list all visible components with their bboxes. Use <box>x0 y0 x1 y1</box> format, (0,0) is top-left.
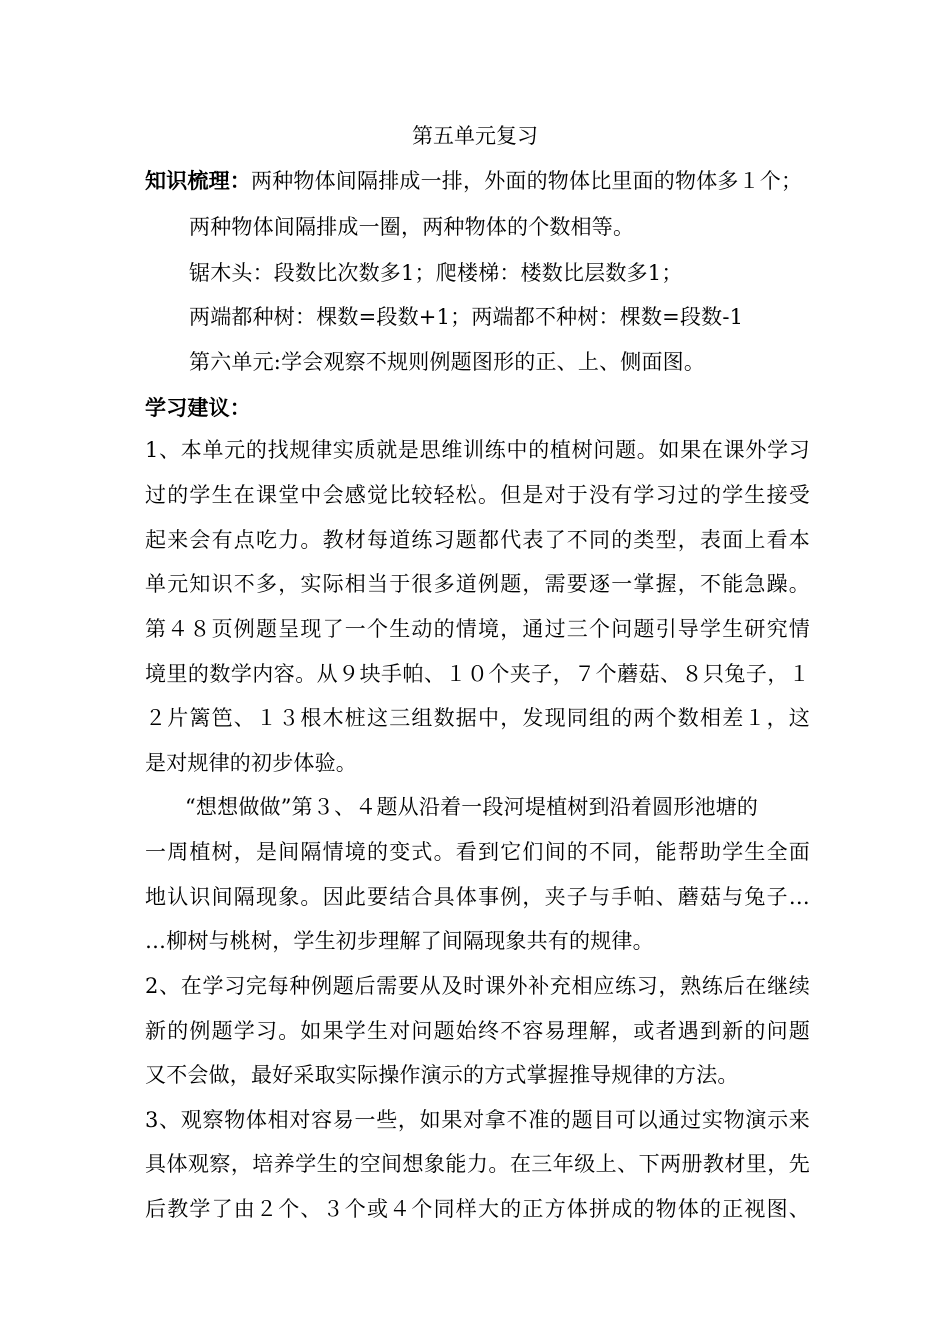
advice-line: 第４８页例题呈现了一个生动的情境，通过三个问题引导学生研究情 <box>145 617 810 641</box>
advice-line: 是对规律的初步体验。 <box>145 751 357 775</box>
knowledge-line-2: 两种物体间隔排成一圈，两种物体的个数相等。 <box>189 215 635 239</box>
advice-line: …柳树与桃树，学生初步理解了间隔现象共有的规律。 <box>145 929 654 953</box>
knowledge-text-1: 两种物体间隔排成一排，外面的物体比里面的物体多１个； <box>251 169 803 193</box>
advice-line: 具体观察，培养学生的空间想象能力。在三年级上、下两册教材里，先 <box>145 1152 810 1176</box>
knowledge-line-4: 两端都种树：棵数=段数+1；两端都不种树：棵数=段数-1 <box>189 305 744 329</box>
advice-line: 境里的数学内容。从９块手帕、１０个夹子，７个蘑菇、８只兔子，１ <box>145 662 810 686</box>
advice-line: 一周植树，是间隔情境的变式。看到它们间的不同，能帮助学生全面 <box>145 840 810 864</box>
advice-line: ２片篱笆、１３根木桩这三组数据中，发现同组的两个数相差１，这 <box>145 706 810 730</box>
advice-line: “想想做做”第３、４题从沿着一段河堤植树到沿着圆形池塘的 <box>185 795 759 819</box>
advice-line: 2、在学习完每种例题后需要从及时课外补充相应练习，熟练后在继续 <box>145 974 810 998</box>
advice-line: 过的学生在课堂中会感觉比较轻松。但是对于没有学习过的学生接受 <box>145 483 810 507</box>
advice-line: 新的例题学习。如果学生对问题始终不容易理解，或者遇到新的问题 <box>145 1019 810 1043</box>
knowledge-line-5: 第六单元:学会观察不规则例题图形的正、上、侧面图。 <box>189 350 706 374</box>
knowledge-label: 知识梳理： <box>145 169 251 193</box>
page-title: 第五单元复习 <box>412 124 538 148</box>
advice-line: 又不会做，最好采取实际操作演示的方式掌握推导规律的方法。 <box>145 1063 739 1087</box>
advice-heading: 学习建议： <box>145 396 251 420</box>
knowledge-line-1 <box>145 166 810 196</box>
knowledge-line-3: 锯木头：段数比次数多1；爬楼梯：楼数比层数多1； <box>189 261 683 285</box>
advice-line: 3、观察物体相对容易一些，如果对拿不准的题目可以通过实物演示来 <box>145 1108 810 1132</box>
advice-line: 1、本单元的找规律实质就是思维训练中的植树问题。如果在课外学习 <box>145 438 810 462</box>
advice-line: 后教学了由２个、３个或４个同样大的正方体拼成的物体的正视图、 <box>145 1197 810 1221</box>
advice-line: 地认识间隔现象。因此要结合具体事例，夹子与手帕、蘑菇与兔子… <box>145 885 810 909</box>
advice-line: 单元知识不多，实际相当于很多道例题，需要逐一掌握，不能急躁。 <box>145 572 810 596</box>
advice-line: 起来会有点吃力。教材每道练习题都代表了不同的类型，表面上看本 <box>145 528 810 552</box>
